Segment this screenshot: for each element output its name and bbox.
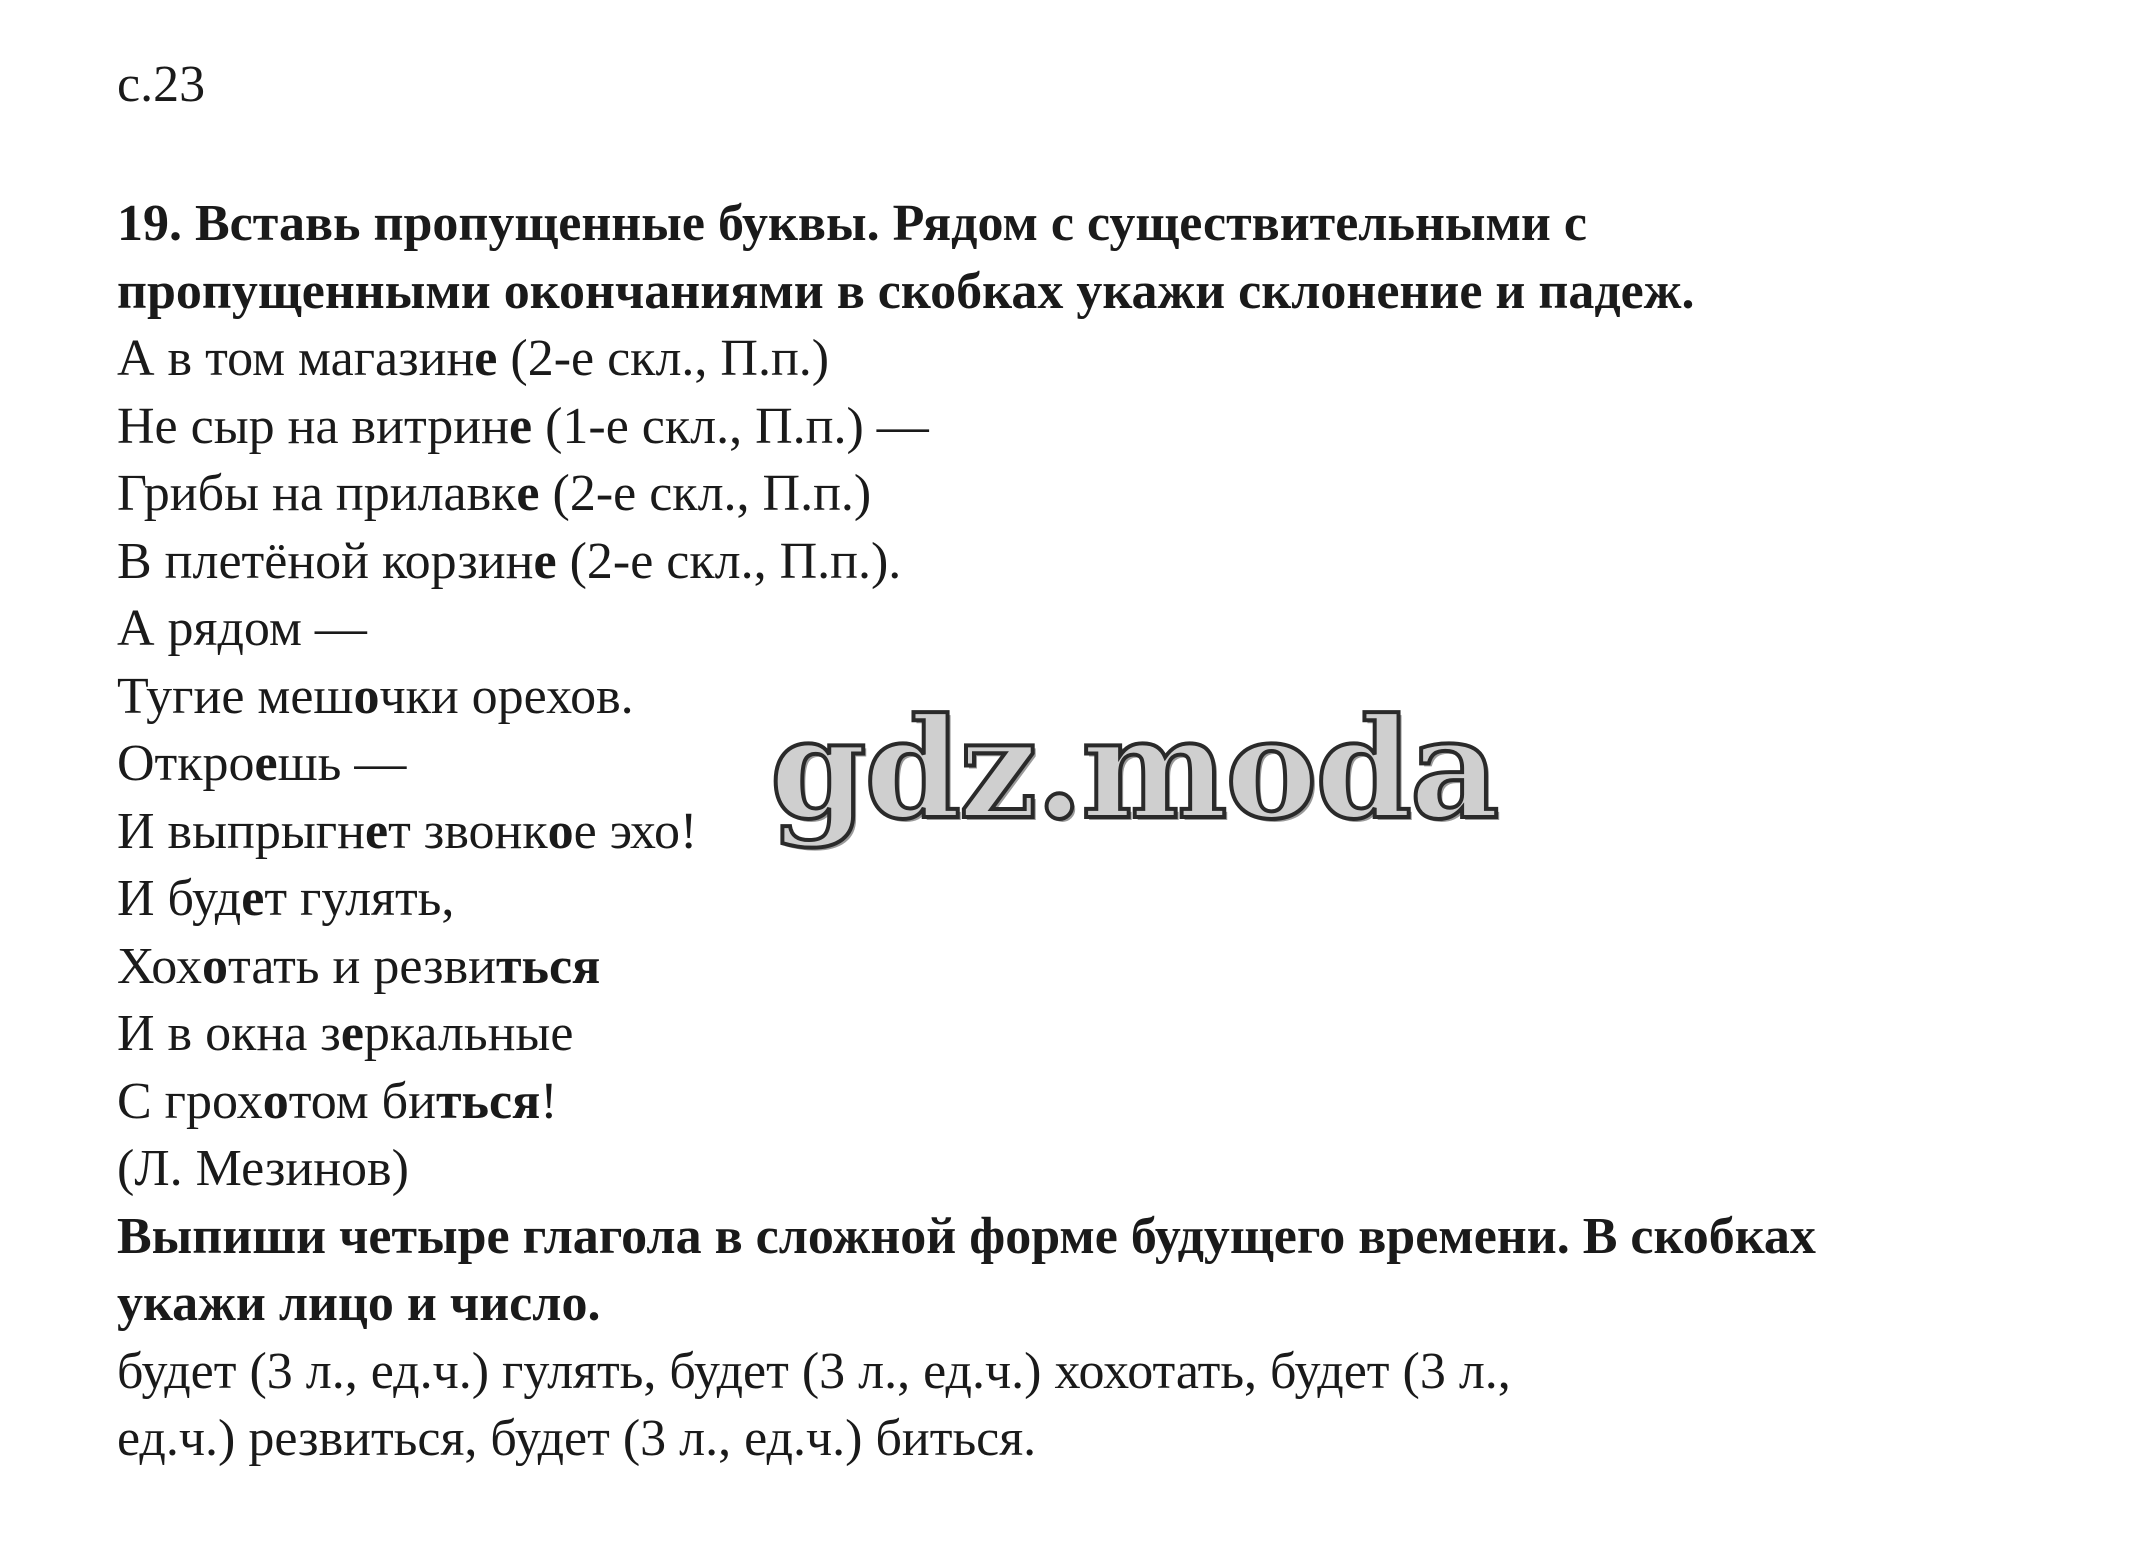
page-number: с.23 [117,56,206,113]
poem-text: чки орехов. [379,667,634,725]
inserted-letters: о [353,667,380,725]
poem-line [117,528,2097,596]
poem-line [117,460,2097,528]
poem-line [117,1000,2097,1068]
poem-text: ркальные [363,1005,574,1062]
poem-text: И буд [117,870,242,927]
inserted-letters: ться [435,1072,541,1130]
poem-line [117,393,2097,461]
answer-line-2: ед.ч.) резвиться, будет (3 л., ед.ч.) биться. [117,1410,1037,1467]
poem-text: С грох [117,1072,263,1130]
inserted-letters: е [364,802,389,860]
poem-text: т звонк [388,802,548,860]
poem-text: (2-е скл., П.п.). [556,532,902,590]
inserted-letters: е [241,870,265,927]
poem-text: тать и резви [227,937,496,995]
inserted-letters: е [533,532,557,590]
poem-text: И выпрыгн [117,802,365,860]
poem-text: В плетёной корзин [117,532,534,590]
poem-line [117,325,2097,393]
poem-text: А рядом — [117,600,367,657]
inserted-letters: о [262,1072,289,1130]
poem-text: Откро [117,735,255,792]
poem-text: е эхо! [573,802,698,860]
poem-line [117,933,2097,1001]
inserted-letters: е [516,465,540,522]
poem-text: (1-е скл., П.п.) — [532,397,929,455]
inserted-letters: е [474,330,498,387]
inserted-letters: е [508,397,533,455]
task2-heading-line-2: укажи лицо и число. [117,1275,601,1332]
inserted-letters: о [201,937,228,995]
poem-author: (Л. Мезинов) [117,1140,409,1197]
poem-line [117,865,2097,933]
poem-text: Не сыр на витрин [117,397,509,455]
task-heading-line-1: 19. Вставь пропущенные буквы. Рядом с существительными с [117,195,1587,252]
answer-line-1: будет (3 л., ед.ч.) гулять, будет (3 л., ед.ч.) хохотать, будет (3 л., [117,1342,1511,1400]
poem-text: А в том магазин [117,330,475,387]
inserted-letters: е [340,1005,364,1062]
poem-line [117,1068,2097,1136]
poem-text: Грибы на прилавк [117,465,517,522]
site-watermark: gdz.moda [770,687,1498,850]
poem-text: том би [288,1072,436,1130]
inserted-letters: о [547,802,574,860]
task2-heading-line-1: Выпиши четыре глагола в сложной форме будущего времени. В скобках [117,1207,1816,1265]
poem-text: Хох [117,937,202,995]
poem-text: И в окна з [117,1005,341,1062]
task-heading-line-2: пропущенными окончаниями в скобках укажи склонение и падеж. [117,262,1695,320]
poem-text: ! [540,1072,558,1130]
poem-text: т гулять, [264,870,455,927]
inserted-letters: е [254,735,278,792]
poem-text: (2-е скл., П.п.) [497,330,830,387]
poem-text: (2-е скл., П.п.) [539,465,872,522]
poem-text: Тугие меш [117,667,354,725]
poem-text: шь — [277,735,407,792]
inserted-letters: ться [495,937,601,995]
poem-line [117,595,2097,663]
